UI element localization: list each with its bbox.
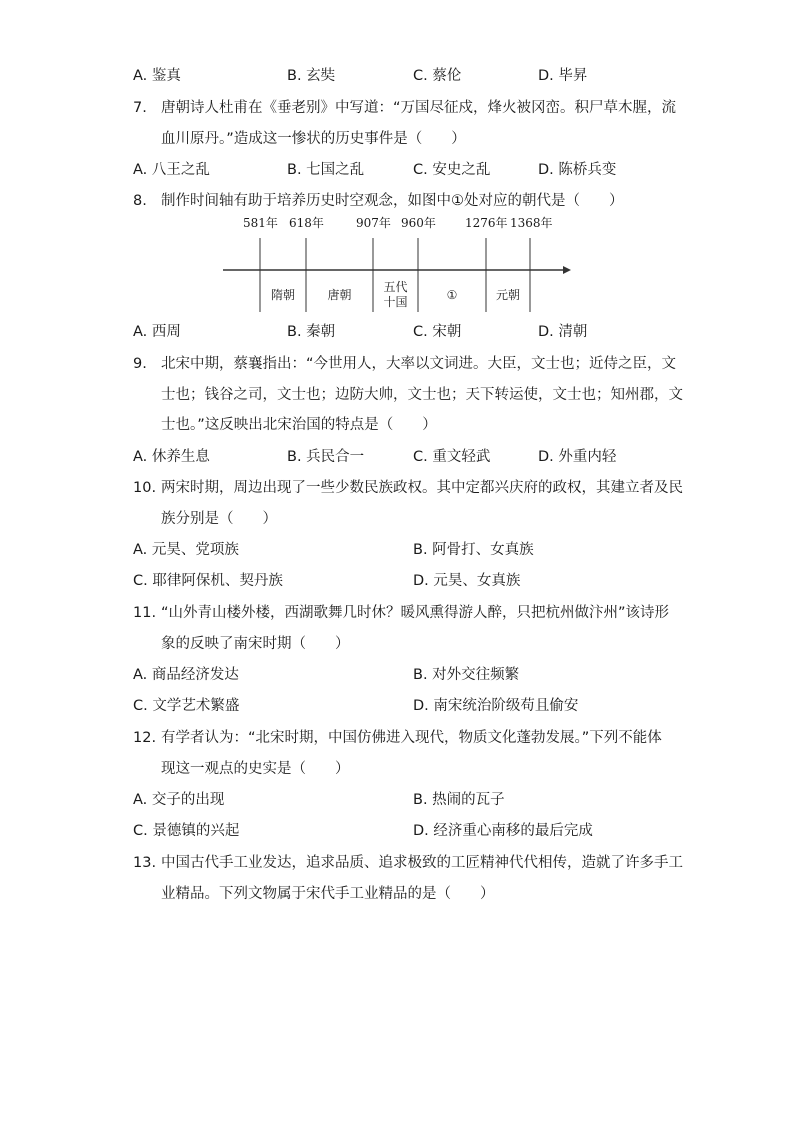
timeline-era-tang: 唐朝: [327, 288, 352, 302]
answer-option[interactable]: C. 重文轻武: [413, 449, 491, 465]
timeline-year: 907年: [356, 216, 391, 230]
timeline-year: 1276年: [465, 216, 508, 230]
question-text: 两宋时期，周边出现了一些少数民族政权。其中定都兴庆府的政权，其建立者及民: [161, 480, 683, 496]
answer-option[interactable]: B. 秦朝: [287, 324, 336, 340]
question-text-continued: 血川原丹。”造成这一惨状的历史事件是（ ）: [161, 131, 466, 147]
question-number: 13.: [133, 855, 157, 871]
answer-option[interactable]: D. 清朝: [538, 324, 588, 340]
question-number: 7.: [133, 100, 147, 116]
timeline-era-wudai: 五代: [383, 280, 408, 294]
answer-option[interactable]: D. 元昊、女真族: [413, 573, 521, 589]
answer-option[interactable]: D. 南宋统治阶级苟且偷安: [413, 698, 579, 714]
question-text-continued: 象的反映了南宋时期（ ）: [161, 636, 350, 652]
question-number: 11.: [133, 605, 157, 621]
question-number: 9.: [133, 356, 147, 372]
answer-option[interactable]: C. 文学艺术繁盛: [133, 698, 240, 714]
answer-option[interactable]: B. 热闹的瓦子: [413, 792, 505, 808]
answer-option[interactable]: D. 经济重心南移的最后完成: [413, 823, 593, 839]
question-text: 有学者认为：“北宋时期，中国仿佛进入现代，物质文化蓬勃发展。”下列不能体: [161, 730, 662, 746]
question-text-continued: 现这一观点的史实是（ ）: [161, 761, 350, 777]
timeline-era-yuan: 元朝: [495, 288, 520, 302]
timeline-era-blank: ①: [446, 288, 458, 302]
answer-option[interactable]: A. 休养生息: [133, 449, 210, 465]
timeline-year: 581年: [243, 216, 278, 230]
answer-option[interactable]: D. 陈桥兵变: [538, 162, 617, 178]
answer-option[interactable]: D. 毕昇: [538, 68, 588, 84]
timeline-figure: [215, 210, 575, 320]
answer-option[interactable]: B. 兵民合一: [287, 449, 365, 465]
answer-option[interactable]: C. 蔡伦: [413, 68, 462, 84]
question-text-continued: 族分别是（ ）: [161, 511, 277, 527]
answer-option[interactable]: C. 宋朝: [413, 324, 462, 340]
question-text-continued: 士也。”这反映出北宋治国的特点是（ ）: [161, 417, 437, 433]
answer-option[interactable]: B. 七国之乱: [287, 162, 365, 178]
answer-option[interactable]: B. 玄奘: [287, 68, 336, 84]
answer-option[interactable]: A. 鉴真: [133, 68, 181, 84]
answer-option[interactable]: C. 景德镇的兴起: [133, 823, 240, 839]
question-text: 中国古代手工业发达，追求品质、追求极致的工匠精神代代相传，造就了许多手工: [161, 855, 683, 871]
answer-option[interactable]: D. 外重内轻: [538, 449, 617, 465]
answer-option[interactable]: A. 交子的出现: [133, 792, 225, 808]
timeline-era-sui: 隋朝: [270, 288, 295, 302]
timeline-year: 1368年: [510, 216, 553, 230]
answer-option[interactable]: B. 对外交往频繁: [413, 667, 520, 683]
question-number: 8.: [133, 193, 147, 209]
timeline-year: 618年: [289, 216, 324, 230]
question-text-continued: 业精品。下列文物属于宋代手工业精品的是（ ）: [161, 886, 495, 902]
question-text: “山外青山楼外楼，西湖歌舞几时休？暖风熏得游人醉，只把杭州做汴州”该诗形: [161, 605, 670, 621]
question-number: 10.: [133, 480, 157, 496]
answer-option[interactable]: C. 耶律阿保机、契丹族: [133, 573, 283, 589]
answer-option[interactable]: B. 阿骨打、女真族: [413, 542, 534, 558]
timeline-era-shiguo: 十国: [383, 295, 408, 309]
answer-option[interactable]: C. 安史之乱: [413, 162, 491, 178]
answer-option[interactable]: A. 元昊、党项族: [133, 542, 239, 558]
question-number: 12.: [133, 730, 157, 746]
answer-option[interactable]: A. 商品经济发达: [133, 667, 239, 683]
answer-option[interactable]: A. 西周: [133, 324, 181, 340]
question-text-continued: 士也；钱谷之司，文士也；边防大帅，文士也；天下转运使，文士也；知州郡，文: [161, 387, 683, 403]
question-text: 唐朝诗人杜甫在《垂老别》中写道：“万国尽征戍，烽火被冈峦。积尸草木腥，流: [161, 100, 677, 116]
question-text: 北宋中期，蔡襄指出：“今世用人，大率以文词进。大臣，文士也；近侍之臣，文: [161, 356, 677, 372]
answer-option[interactable]: A. 八王之乱: [133, 162, 210, 178]
timeline-year: 960年: [401, 216, 436, 230]
question-text: 制作时间轴有助于培养历史时空观念，如图中①处对应的朝代是（ ）: [161, 193, 624, 209]
